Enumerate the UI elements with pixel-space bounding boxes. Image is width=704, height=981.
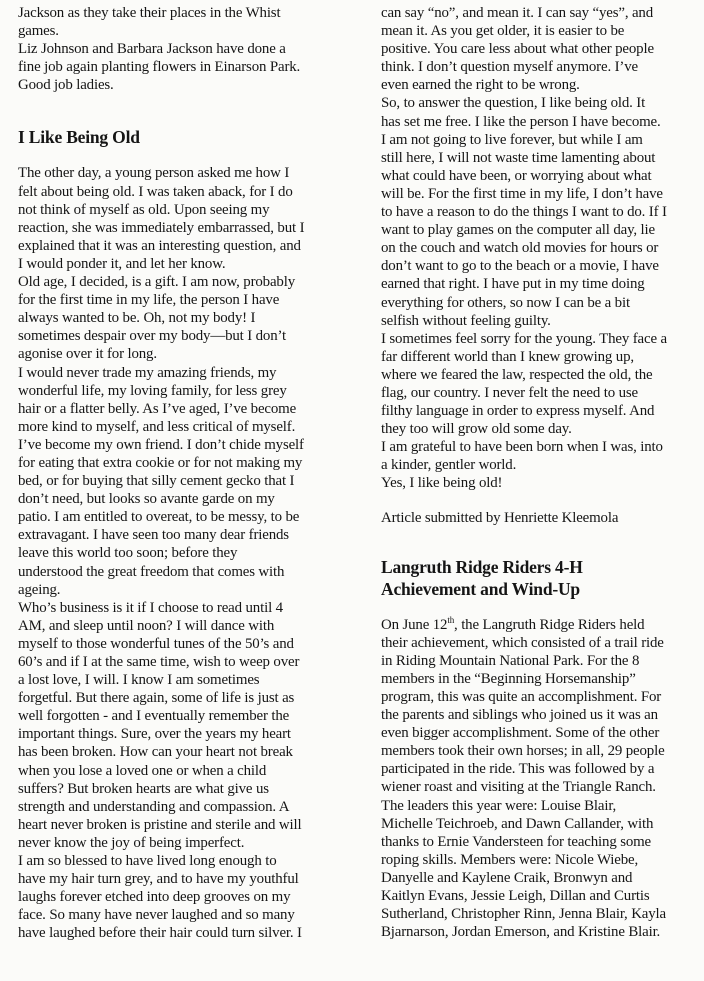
text-line: Bjarnarson, Jordan Emerson, and Kristine Blair. [381, 924, 661, 941]
text-line: to have a reason to do the things I want to do. If I [381, 204, 667, 221]
text-line: have my hair turn grey, and to have my youthful [18, 871, 299, 888]
text-line: filthy language in order to express myself. And [381, 403, 655, 420]
text-line: participated in the ride. This was followed by a [381, 761, 655, 778]
text-line: thanks to Ernie Vandersteen for teaching some [381, 833, 652, 850]
text-line: I would never trade my amazing friends, my [18, 364, 277, 381]
article-body-continued [381, 4, 699, 493]
article2-first-line-end: , the Langruth Ridge Riders held [454, 616, 645, 633]
text-line: roping skills. Members were: Nicole Wiebe, [381, 851, 639, 868]
text-line: Sutherland, Christopher Rinn, Jenna Blair, Kayla [381, 906, 666, 923]
text-line: their achievement, which consisted of a trail ride [381, 634, 664, 651]
intro-paragraph [18, 4, 356, 94]
article2-title-line: Langruth Ridge Riders 4-H [381, 556, 583, 577]
text-line: suffers? But broken hearts are what give us [18, 780, 269, 797]
text-line: So, to answer the question, I like being old. It [381, 95, 646, 112]
text-line: still here, I will not waste time lamenting about [381, 149, 656, 166]
text-line: will be. For the first time in my life, I don’t have [381, 185, 663, 202]
text-line: leave this world too soon; before they [18, 545, 238, 562]
text-line: don’t need, but looks so avante garde on my [18, 491, 275, 508]
text-line: far different world than I knew growing up, [381, 348, 634, 365]
text-line: well forgotten - and I eventually remember the [18, 708, 290, 725]
ordinal-suffix: th [447, 614, 455, 625]
text-line: extravagant. I have seen too many dear friends [18, 527, 289, 544]
text-line: has been broken. How can your heart not break [18, 744, 293, 761]
text-line: bed, or for buying that silly cement gecko that I [18, 473, 295, 490]
text-line: Old age, I decided, is a gift. I am now, probably [18, 274, 296, 291]
article2-first-line-start: On June 12 [381, 616, 448, 633]
text-line: I sometimes feel sorry for the young. They face a [381, 330, 667, 347]
text-line: I am not going to live forever, but while I am [381, 131, 643, 148]
text-line: a kinder, gentler world. [381, 457, 517, 474]
article2-title-line: Achievement and Wind-Up [381, 578, 580, 599]
text-line: The other day, a young person asked me how I [18, 165, 290, 182]
text-line: Good job ladies. [18, 77, 114, 94]
text-line: hair or a flatter belly. As I’ve aged, I’ve become [18, 400, 297, 417]
text-line: they too will grow old some day. [381, 421, 572, 438]
text-line: Jackson as they take their places in the Whist [18, 5, 281, 21]
text-line: wonderful life, my loving family, for less grey [18, 382, 287, 399]
text-line: earned that right. I have put in my time doing [381, 276, 645, 293]
text-line: can say “no”, and mean it. I can say “yes”, and [381, 5, 654, 21]
text-line: when you lose a loved one or when a child [18, 762, 267, 779]
text-line: even earned the right to be wrong. [381, 77, 580, 94]
text-line: Liz Johnson and Barbara Jackson have done a [18, 41, 286, 58]
text-line: always wanted to be. Oh, not my body! I [18, 310, 256, 327]
text-line: on the couch and watch old movies for hours or [381, 240, 659, 257]
text-line: mean it. As you get older, it is easier to be [381, 23, 625, 40]
text-line: Yes, I like being old! [381, 475, 503, 492]
text-line: where we feared the law, respected the old, the [381, 366, 653, 383]
text-line: program, this was quite an accomplishment. For [381, 689, 662, 705]
text-line: want to play games on the computer all day, lie [381, 222, 655, 239]
text-line: I am so blessed to have lived long enough to [18, 853, 277, 870]
text-line: more kind to myself, and less critical of myself. [18, 418, 296, 435]
article2-title [381, 556, 699, 600]
text-line: Danyelle and Kaylene Craik, Bronwyn and [381, 869, 633, 886]
text-line: have laughed before their hair could turn silver. I [18, 925, 302, 942]
text-line: explained that it was an interesting question, and [18, 237, 301, 254]
text-line: not think of myself as old. Upon seeing my [18, 201, 270, 218]
text-line: in Riding Mountain National Park. For the 8 [381, 652, 640, 669]
left-column [18, 4, 356, 943]
text-line: I am grateful to have been born when I was, into [381, 439, 663, 456]
article-title: I Like Being Old [18, 127, 140, 148]
text-line: flag, our country. I never felt the need to use [381, 384, 639, 401]
text-line: what could have been, or worrying about what [381, 167, 652, 184]
text-line: Kaitlyn Evans, Jessie Leigh, Dillan and Curtis [381, 888, 650, 905]
text-line: for the first time in my life, the person I have [18, 292, 280, 309]
text-line: for eating that extra cookie or for not making my [18, 454, 303, 471]
text-line: a lost love, I will. I know I am sometimes [18, 672, 260, 689]
text-line: agonise over it for long. [18, 346, 157, 363]
text-line: never know the joy of being imperfect. [18, 834, 245, 851]
text-line: sometimes despair over my body—but I don’t [18, 328, 287, 345]
text-line: think. I don’t question myself anymore. I’ve [381, 59, 638, 76]
text-line: everything for others, so now I can be a bit [381, 294, 630, 311]
text-line: Who’s business is it if I choose to read until 4 [18, 599, 283, 616]
text-line: forgetful. But there again, some of life is just as [18, 690, 295, 707]
article2-first-line [381, 616, 699, 634]
text-line: Michelle Teichroeb, and Dawn Callander, with [381, 815, 654, 832]
text-line: The leaders this year were: Louise Blair, [381, 797, 617, 814]
text-line: understood the great freedom that comes with [18, 563, 285, 580]
text-line: selfish without feeling guilty. [381, 312, 551, 329]
text-line: the parents and siblings who joined us it was an [381, 707, 658, 724]
text-line: face. So many have never laughed and so many [18, 907, 295, 924]
article-body [18, 164, 356, 942]
text-line: laughs forever etched into deep grooves on my [18, 889, 291, 906]
article2-body [381, 634, 699, 942]
text-line: ageing. [18, 581, 61, 598]
text-line: don’t want to go to the beach or a movie, I have [381, 258, 659, 275]
article-attribution: Article submitted by Henriette Kleemola [381, 509, 619, 526]
text-line: I’ve become my own friend. I don’t chide myself [18, 436, 304, 453]
text-line: members took their own horses; in all, 29 people [381, 743, 665, 760]
text-line: important things. Sure, over the years my heart [18, 726, 291, 743]
text-line: I would ponder it, and let her know. [18, 255, 226, 272]
text-line: 60’s and if I at the same time, wish to weep over [18, 654, 300, 670]
text-line: AM, and sleep until noon? I will dance with [18, 617, 275, 634]
text-line: reaction, she was immediately embarrassed, but I [18, 219, 305, 236]
text-line: wiener roast and visiting at the Triangle Ranch. [381, 779, 656, 796]
text-line: patio. I am entitled to overeat, to be messy, to be [18, 509, 300, 526]
text-line: games. [18, 23, 59, 40]
text-line: fine job again planting flowers in Einarson Park. [18, 59, 301, 76]
text-line: strength and understanding and compassion. A [18, 798, 290, 815]
text-line: felt about being old. I was taken aback, for I do [18, 183, 293, 200]
right-column [381, 4, 699, 941]
text-line: myself to those wonderful tunes of the 50’s and [18, 635, 294, 652]
text-line: positive. You care less about what other people [381, 41, 654, 58]
text-line: has set me free. I like the person I have become. [381, 113, 661, 130]
text-line: even bigger accomplishment. Some of the other [381, 725, 660, 742]
text-line: heart never broken is pristine and sterile and will [18, 816, 302, 833]
text-line: members in the “Beginning Horsemanship” [381, 670, 636, 687]
